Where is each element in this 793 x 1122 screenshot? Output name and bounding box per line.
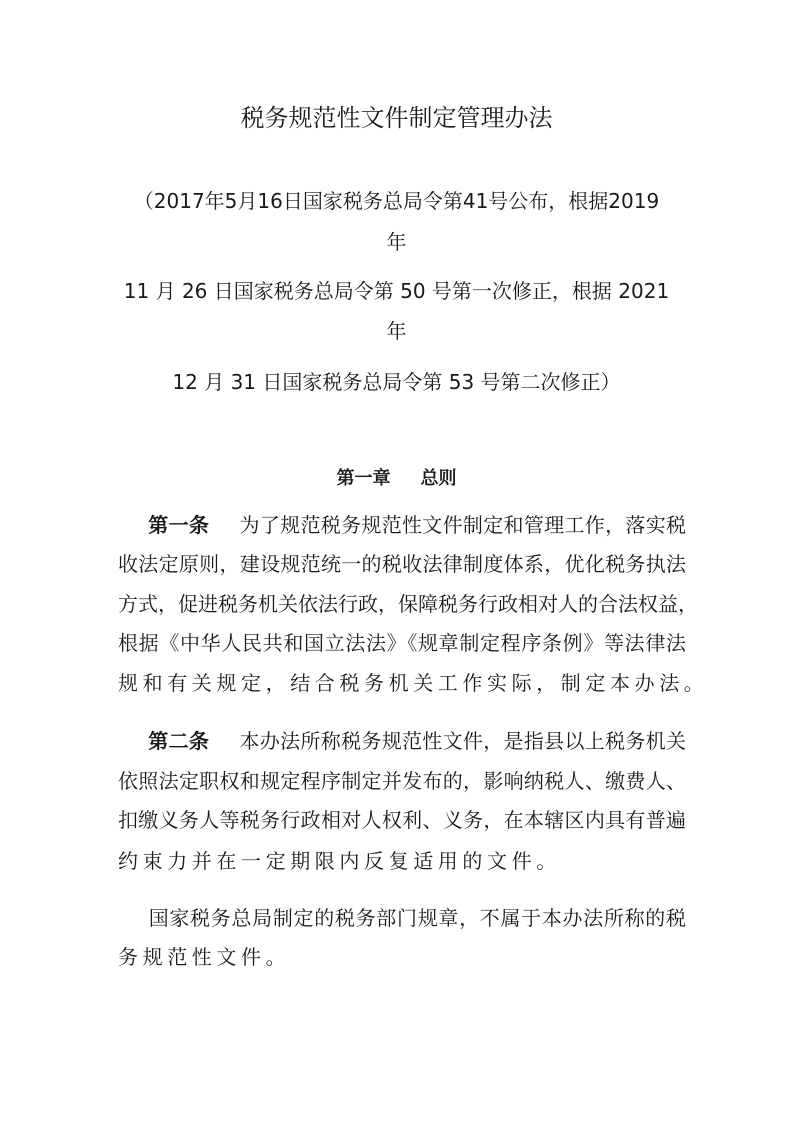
chapter-heading [0,467,793,491]
note-line: 12 月 31 日国家税务总局令第 53 号第二次修正） [172,370,621,394]
article-line: 依照法定职权和规定程序制定并发布的，影响纳税人、缴费人、 [118,769,686,793]
chapter-number: 第一章 [336,468,391,489]
note-line: 年 [386,319,407,343]
note-line: 11 月 26 日国家税务总局令第 50 号第一次修正，根据 2021 [123,279,670,303]
article-line [118,513,686,537]
note-line: （2017年5月16日国家税务总局令第41号公布，根据2019 [133,189,660,213]
paragraph-text: 国家税务总局制定的税务部门规章，不属于本办法所称的税 [148,906,686,930]
article-line: 扣缴义务人等税务行政相对人权利、义务，在本辖区内具有普遍 [118,808,686,832]
paragraph-line [118,906,686,930]
article-text: 为了规范税务规范性文件制定和管理工作，落实税 [239,513,687,537]
article-line [118,729,686,753]
document-title: 税务规范性文件制定管理办法 [240,104,553,132]
article-label: 第二条 [148,729,210,753]
article-line: 根据《中华人民共和国立法法》《规章制定程序条例》等法律法 [118,631,686,655]
article-line: 收法定原则，建设规范统一的税收法律制度体系，优化税务执法 [118,552,686,576]
article-line: 方式，促进税务机关依法行政，保障税务行政相对人的合法权益， [118,592,698,616]
article-line: 约束力并在一定期限内反复适用的文件。 [118,849,561,873]
article-text: 本办法所称税务规范性文件，是指县以上税务机关 [239,729,687,753]
article-line: 规和有关规定，结合税务机关工作实际，制定本办法。 [118,671,709,695]
paragraph-line: 务规范性文件。 [118,945,291,969]
note-line: 年 [386,230,407,254]
chapter-name: 总则 [420,468,457,489]
article-label: 第一条 [148,513,210,537]
